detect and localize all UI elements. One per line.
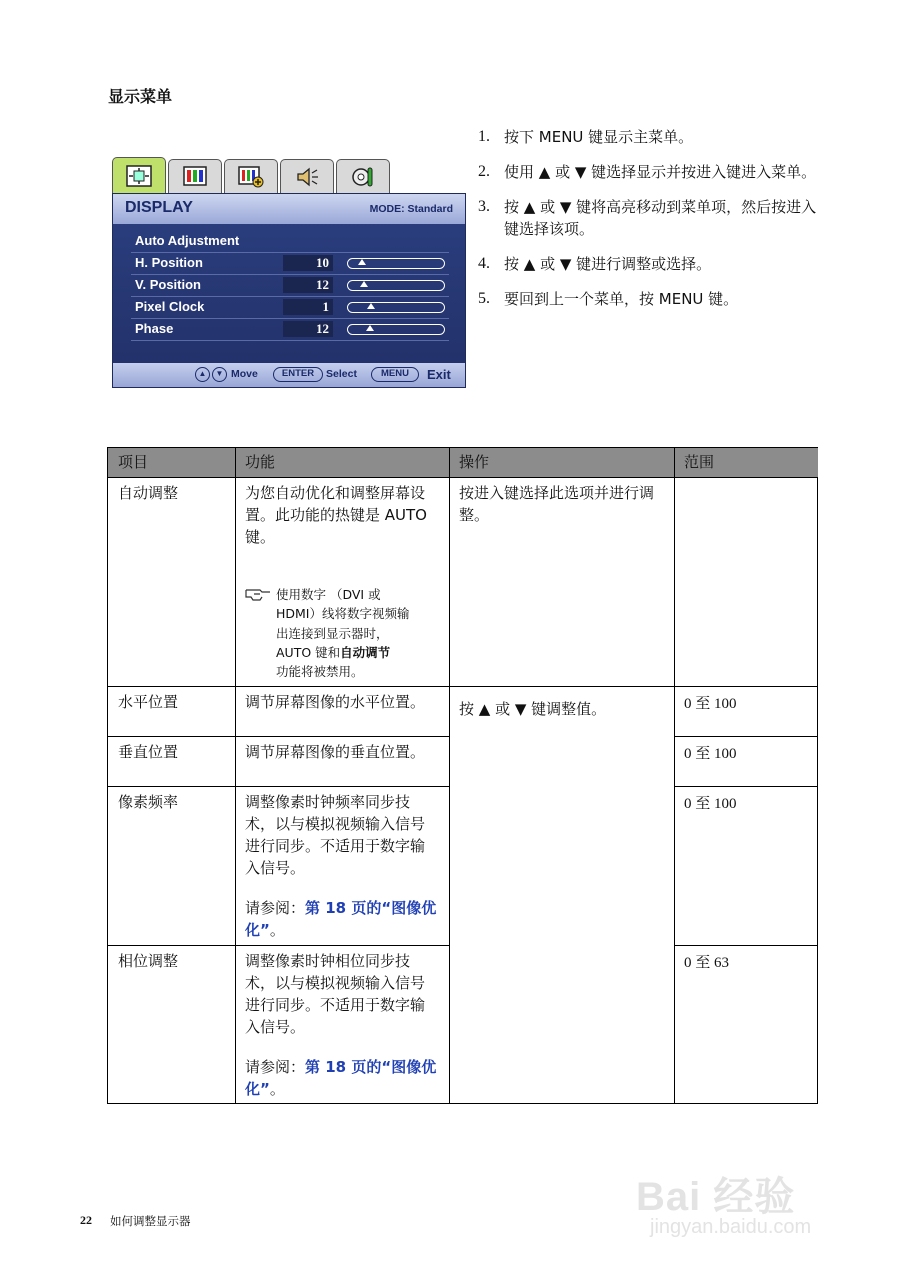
osd-row-h-position [131,252,449,275]
step-number: 2. [478,163,490,180]
table-divider [674,448,675,1104]
table-cell-function: 为您自动优化和调整屏幕设置。此功能的热键是 AUTO 键。 [245,484,427,546]
table-cell-item: 像素频率 [118,793,179,811]
table-note-bold: 自动调节 [340,645,391,660]
osd-row-v-position [131,274,449,297]
table-header-operation: 操作 [449,448,674,477]
table-note-line [276,643,390,662]
enter-key-icon: ENTER [273,367,323,382]
table-cell-reference [235,893,449,945]
table-header-item: 项目 [108,448,235,477]
osd-row-label: V. Position [135,277,201,292]
osd-row-label: Pixel Clock [135,299,205,314]
table-divider [449,448,450,1104]
osd-panel [112,193,466,388]
step-item [478,126,818,148]
step-text: 按 ▲ 或 ▼ 键进行调整或选择。 [504,255,712,273]
table-note-text: AUTO 键和 [276,645,341,660]
osd-slider-knob [366,325,374,331]
table-cell-range: 0 至 100 [684,796,737,812]
table-note-line: 功能将被禁用。 [276,664,364,679]
table-cell-item: 水平位置 [118,693,179,711]
section-title: 显示菜单 [108,87,173,106]
up-arrow-icon: ▲ [195,367,210,382]
osd-row-pixel-clock [131,296,449,319]
step-item [478,196,818,240]
osd-row-label: H. Position [135,255,203,270]
picture-advanced-icon [224,159,278,194]
audio-icon [280,159,334,194]
step-text: 要回到上一个菜单，按 MENU 键。 [504,290,739,308]
osd-slider-knob [358,259,366,265]
osd-move-label: Move [231,368,258,380]
osd-row-value: 1 [283,299,333,315]
step-text: 按 ▲ 或 ▼ 键将高亮移动到菜单项，然后按进入键选择该项。 [504,198,817,238]
step-item [478,288,818,310]
osd-header [113,194,465,224]
table-cell-range: 0 至 100 [684,696,737,712]
osd-row-auto-adjustment [131,230,449,253]
step-item [478,161,818,183]
reference-link[interactable]: 第 18 页的“图像优化” [245,1058,437,1098]
display-icon [112,157,166,194]
steps-list [478,126,818,323]
table-divider [674,945,818,946]
step-number: 3. [478,198,490,215]
osd-title: DISPLAY [125,199,193,216]
footer-chapter-title: 如何调整显示器 [110,1214,191,1228]
table-divider [674,786,818,787]
note-hand-icon [244,586,272,606]
settings-table [107,447,818,1104]
reference-suffix: 。 [269,1080,285,1098]
down-arrow-icon: ▼ [212,367,227,382]
table-cell-function: 调节屏幕图像的垂直位置。 [245,743,426,761]
table-cell-function: 调整像素时钟频率同步技术，以与模拟视频输入信号进行同步。不适用于数字输入信号。 [245,793,426,877]
osd-footer [113,363,465,387]
step-text: 使用 ▲ 或 ▼ 键选择显示并按进入键进入菜单。 [504,163,817,181]
osd-slider [347,302,445,313]
table-header-range: 范围 [674,448,818,477]
osd-exit-label: Exit [427,367,451,382]
menu-key-icon: MENU [371,367,419,382]
table-cell-item: 相位调整 [118,952,179,970]
table-cell-reference [235,1052,449,1104]
osd-row-label: Phase [135,321,174,336]
reference-suffix: 。 [269,921,285,939]
table-cell-operation: 按 ▲ 或 ▼ 键调整值。 [459,700,607,718]
osd-row-value: 12 [283,277,333,293]
osd-row-label: Auto Adjustment [135,233,240,248]
step-number: 4. [478,255,490,272]
reference-prefix: 请参阅： [245,1058,306,1076]
osd-tab-bar [112,157,466,193]
osd-row-phase [131,318,449,341]
table-cell-item: 垂直位置 [118,743,179,761]
osd-slider-knob [367,303,375,309]
table-divider [674,736,818,737]
page-number: 22 [80,1213,92,1227]
step-item [478,253,818,275]
system-icon [336,159,390,194]
watermark-url: jingyan.baidu.com [650,1216,812,1238]
table-cell-item: 自动调整 [118,484,179,502]
osd-menu-screenshot [112,157,466,388]
table-cell-operation: 按进入键选择此选项并进行调整。 [459,484,655,524]
picture-icon [168,159,222,194]
table-cell-function: 调节屏幕图像的水平位置。 [245,693,426,711]
osd-mode: MODE: Standard [369,203,453,215]
reference-prefix: 请参阅： [245,899,306,917]
table-cell-range: 0 至 63 [684,955,730,971]
osd-row-value: 12 [283,321,333,337]
reference-link[interactable]: 第 18 页的“图像优化” [245,899,437,939]
table-note-line: 使用数字 （DVI 或 [276,587,381,602]
table-note-line: HDMI）线将数字视频输 [276,606,410,621]
step-number: 5. [478,290,490,307]
step-number: 1. [478,128,490,145]
watermark-logo: Bai 经验 [636,1175,796,1219]
table-note-line: 出连接到显示器时， [276,626,389,641]
table-header-function: 功能 [235,448,449,477]
osd-slider [347,324,445,335]
osd-row-value: 10 [283,255,333,271]
osd-slider-knob [360,281,368,287]
step-text: 按下 MENU 键显示主菜单。 [504,128,694,146]
table-cell-function: 调整像素时钟相位同步技术，以与模拟视频输入信号进行同步。不适用于数字输入信号。 [245,952,426,1036]
table-cell-range: 0 至 100 [684,746,737,762]
osd-select-label: Select [326,368,357,380]
